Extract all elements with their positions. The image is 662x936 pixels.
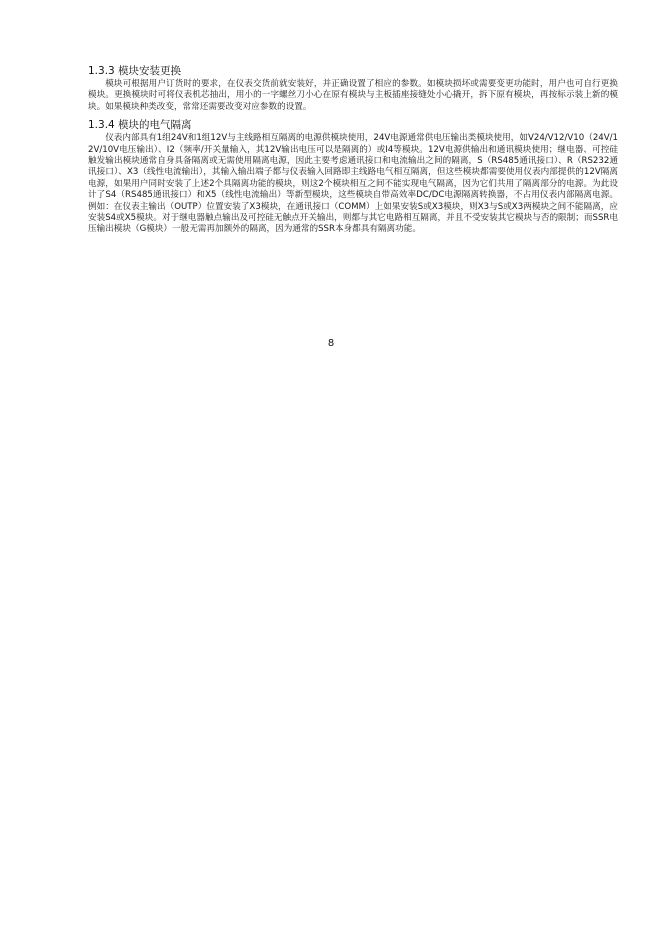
section-heading: 1.3.4 模块的电气隔离 xyxy=(88,119,192,132)
section-module-replacement xyxy=(88,64,618,113)
section-heading: 1.3.3 模块安装更换 xyxy=(88,65,182,77)
section-electrical-isolation xyxy=(88,118,618,236)
document-body xyxy=(88,64,618,241)
page-number: 8 xyxy=(327,338,335,349)
section-paragraph: 模块可根据用户订货时的要求，在仪表交货前就安装好，并正确设置了相应的参数。如模块损坏或需要变更功能时，用户也可自行更换模块。更换模块时可将仪表机芯抽出，用小的一字螺丝刀小心在原有模块与主板插座接缝处小心撬开，拆下原有模块，再按标示装上新的模块。如果模块种类改变，常常还需要改变对应参数的设置。 xyxy=(88,79,618,112)
section-paragraph: 仪表内部具有1组24V和1组12V与主线路相互隔离的电源供模块使用，24V电源通常供电压输出类模块使用，如V24/V12/V10（24V/12V/10V电压输出）、I2（频率/开关量输入，其12V输出电压可以是隔离的）或I4等模块。12V电源供输出和通讯模块使用；继电器、可控硅触发输出模块通常自身具备隔离或无需使用隔离电源，因此主要考虑通讯接口和电流输出之间的隔离，S（RS485通讯接口）、R（RS232通讯接口）、X3（线性电流输出），其输入输出端子都与仪表输入回路即主线路电气相互隔离，但这些模块都需要使用仪表内部提供的12V隔离电源，如果用户同时安装了上述2个具隔离功能的模块，则这2个模块相互之间不能实现电气隔离，因为它们共用了隔离部分的电源。为此设计了S4（RS485通讯接口）和X5（线性电流输出）等新型模块，这些模块自带高效率DC/DC电源隔离转换器，不占用仪表内部隔离电源。例如：在仪表主输出（OUTP）位置安装了X3模块，在通讯接口（COMM）上如果安装S或X3模块，则X3与S或X3两模块之间不能隔离，应安装S4或X5模块。对于继电器触点输出及可控硅无触点开关输出，则都与其它电路相互隔离，并且不受安装其它模块与否的限制；而SSR电压输出模块（G模块）一般无需再加额外的隔离，因为通常的SSR本身都具有隔离功能。 xyxy=(88,133,618,235)
